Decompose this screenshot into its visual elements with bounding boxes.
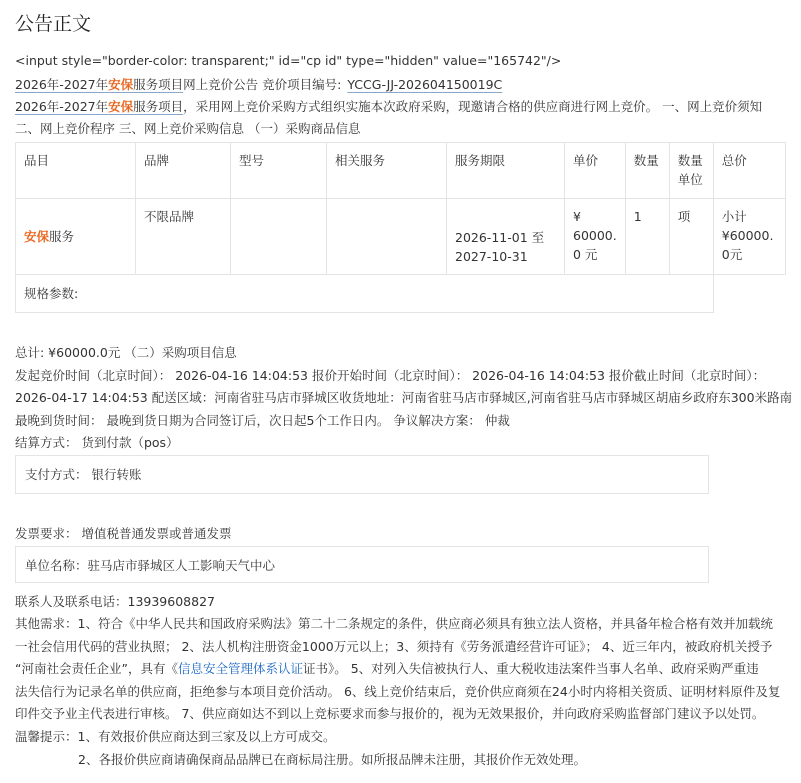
raw-html-text: <input style="border-color: transparent;" id="cp id" type="hidden" value="165742"/> xyxy=(15,53,562,68)
payment-method: 支付方式： 银行转账 xyxy=(25,467,142,482)
header-period: 服务期限 xyxy=(455,153,506,168)
cell-total: 小计 ¥60000. 0元 xyxy=(721,209,774,262)
intro-line-2: 二、网上竞价程序 三、网上竞价采购信息 （一）采购商品信息 xyxy=(15,121,361,136)
invoice-line: 发票要求： 增值税普通发票或普通发票 xyxy=(15,526,232,541)
tip-line-1: 温馨提示：1、有效报价供应商达到三家及以上方可成交。 xyxy=(15,729,336,744)
header-price: 单价 xyxy=(573,153,599,168)
cell-model xyxy=(231,199,326,215)
intro-text: ，采用网上竞价采购方式组织实施本次政府采购，现邀请合格的供应商进行网上竞价。 一、网上竞价须知 xyxy=(183,99,763,114)
unit-name: 单位名称：驻马店市驿城区人工影响天气中心 xyxy=(25,558,276,573)
requirements-line-1: 其他需求：1、符合《中华人民共和国政府采购法》第二十二条规定的条件，供应商必须具有独立法人资格，并具备年检合格有效并加载统 xyxy=(15,616,773,631)
project-name-link[interactable]: 2026年-2027年安保服务项目 xyxy=(15,77,184,92)
time-line-2: 2026-04-17 14:04:53 配送区域：河南省驻马店市驿城区收货地址：河南省驻马店市驿城区,河南省驻马店市驿城区胡庙乡政府东300米路南 xyxy=(15,390,793,405)
header-item: 品目 xyxy=(24,153,50,168)
cell-brand: 不限品牌 xyxy=(144,209,195,224)
table-header-row xyxy=(16,143,786,199)
spec-row xyxy=(16,275,786,313)
project-code[interactable]: YCCG-JJ-202604150019C xyxy=(347,77,503,92)
cell-unit: 项 xyxy=(677,209,691,224)
contact-line: 联系人及联系电话：13939608827 xyxy=(15,594,215,609)
requirements-line-2: 一社会信用代码的营业执照； 2、法人机构注册资金1000万元以上；3、须持有《劳务派遣经营许可证》； 4、近三年内，被政府机关授予 xyxy=(15,639,773,654)
project-name-link-2[interactable]: 2026年-2027年安保服务项目 xyxy=(15,99,184,114)
table-row xyxy=(16,199,786,275)
settlement-line: 结算方式： 货到付款（pos） xyxy=(15,435,179,450)
header-brand: 品牌 xyxy=(144,153,170,168)
requirements-line-4: 法失信行为记录名单的供应商，拒绝参与本项目竞价活动。 6、线上竞价结束后，竞价供应商须在24小时内将相关资质、证明材料原件及复 xyxy=(15,684,781,699)
spec-label: 规格参数: xyxy=(24,286,79,301)
header-service: 相关服务 xyxy=(335,153,386,168)
total-line: 总计: ¥60000.0元 （二）采购项目信息 xyxy=(15,345,237,360)
cell-item: 安保服务 xyxy=(24,229,75,244)
header-model: 型号 xyxy=(239,153,265,168)
requirements-line-5: 印件交予业主代表进行审核。 7、供应商如达不到以上竞标要求而参与报价的，视为无效果报价，并向政府采购监督部门建议予以处罚。 xyxy=(15,706,765,721)
unit-box xyxy=(15,546,709,583)
delivery-line: 最晚到货时间： 最晚到货日期为合同签订后，次日起5个工作日内。 争议解决方案： 仲裁 xyxy=(15,413,510,428)
goods-table xyxy=(15,142,786,313)
cell-qty: 1 xyxy=(633,209,642,224)
page-title: 公告正文 xyxy=(15,13,92,35)
notice-header-line xyxy=(15,76,502,94)
tip-line-2: 2、各报价供应商请确保商品品牌已在商标局注册。如所报品牌未注册，其报价作无效处理。 xyxy=(78,752,586,767)
payment-box xyxy=(15,455,709,494)
cell-price: ¥ 60000. 0 元 xyxy=(573,209,617,262)
cell-period: 2026-11-01 至 2027-10-31 xyxy=(455,230,545,264)
header-unit: 数量单位 xyxy=(677,153,703,187)
requirements-line-3: “河南社会责任企业”，具有《信息安全管理体系认证证书》。 5、对列入失信被执行人、重大税收违法案件当事人名单、政府采购严重违 xyxy=(15,661,759,676)
header-qty: 数量 xyxy=(633,153,659,168)
certificate-link[interactable]: 信息安全管理体系认证 xyxy=(177,661,303,676)
cell-service xyxy=(327,199,446,215)
header-total: 总价 xyxy=(721,153,747,168)
intro-line xyxy=(15,98,762,116)
time-line-1: 发起竞价时间（北京时间）： 2026-04-16 14:04:53 报价开始时间（北京时间）： 2026-04-16 14:04:53 报价截止时间（北京时间）： xyxy=(15,368,766,383)
notice-text: 网上竞价公告 竞价项目编号: xyxy=(183,77,342,92)
